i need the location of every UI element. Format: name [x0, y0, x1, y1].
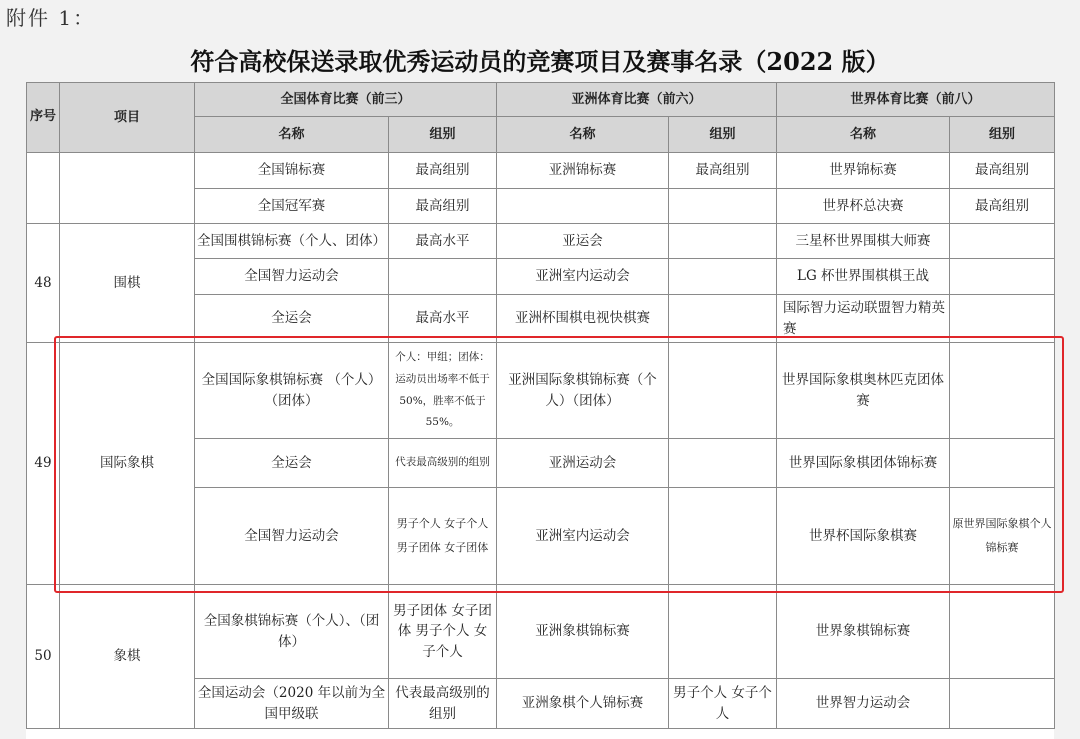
national-group: 男子团体 女子团体 男子个人 女子个人 [389, 585, 497, 679]
sport-cell [60, 153, 195, 224]
header-seq: 序号 [27, 83, 60, 153]
asian-name: 亚洲锦标赛 [497, 153, 669, 189]
world-name: 国际智力运动联盟智力精英赛 [777, 295, 950, 343]
world-name: 世界杯总决赛 [777, 189, 950, 224]
asian-group [669, 224, 777, 259]
world-group [950, 585, 1055, 679]
asian-name [497, 189, 669, 224]
world-group [950, 439, 1055, 488]
asian-name: 亚洲象棋个人锦标赛 [497, 679, 669, 729]
header-national: 全国体育比赛（前三） [195, 83, 497, 117]
world-name: 世界象棋锦标赛 [777, 585, 950, 679]
world-group [950, 679, 1055, 729]
national-name: 全运会 [195, 295, 389, 343]
subheader-national-group: 组别 [389, 117, 497, 153]
world-group [950, 343, 1055, 439]
asian-group [669, 189, 777, 224]
header-sport: 项目 [60, 83, 195, 153]
national-group: 最高水平 [389, 224, 497, 259]
header-asian: 亚洲体育比赛（前六） [497, 83, 777, 117]
subheader-world-name: 名称 [777, 117, 950, 153]
attachment-label: 附件 1： [6, 6, 96, 30]
national-group: 男子个人 女子个人 男子团体 女子团体 [389, 488, 497, 585]
subheader-asian-group: 组别 [669, 117, 777, 153]
seq-cell: 50 [27, 585, 60, 729]
world-name: 世界杯国际象棋赛 [777, 488, 950, 585]
asian-name: 亚洲国际象棋锦标赛（个人）（团体） [497, 343, 669, 439]
national-name: 全国锦标赛 [195, 153, 389, 189]
subheader-world-group: 组别 [950, 117, 1055, 153]
national-name: 全国国际象棋锦标赛 （个人）（团体） [195, 343, 389, 439]
asian-group [669, 343, 777, 439]
competition-table [26, 82, 1055, 729]
seq-cell: 49 [27, 343, 60, 585]
world-name: 世界国际象棋团体锦标赛 [777, 439, 950, 488]
national-group: 代表最高级别的组别 [389, 439, 497, 488]
national-name: 全国智力运动会 [195, 259, 389, 295]
asian-group [669, 295, 777, 343]
national-group: 最高组别 [389, 189, 497, 224]
national-group [389, 259, 497, 295]
world-name: 世界智力运动会 [777, 679, 950, 729]
subheader-national-name: 名称 [195, 117, 389, 153]
sport-cell: 围棋 [60, 224, 195, 343]
world-group [950, 259, 1055, 295]
world-group [950, 224, 1055, 259]
national-group: 最高组别 [389, 153, 497, 189]
document-title: 符合高校保送录取优秀运动员的竞赛项目及赛事名录（2022 版） [190, 47, 890, 76]
world-name: 三星杯世界围棋大师赛 [777, 224, 950, 259]
table-row [27, 224, 1055, 259]
national-name: 全国冠军赛 [195, 189, 389, 224]
national-group: 代表最高级别的组别 [389, 679, 497, 729]
asian-group: 最高组别 [669, 153, 777, 189]
sport-cell: 国际象棋 [60, 343, 195, 585]
asian-name: 亚洲室内运动会 [497, 259, 669, 295]
subheader-asian-name: 名称 [497, 117, 669, 153]
asian-name: 亚运会 [497, 224, 669, 259]
national-name: 全国象棋锦标赛（个人）、（团体） [195, 585, 389, 679]
national-name: 全国运动会（2020 年以前为全国甲级联 [195, 679, 389, 729]
table-row [27, 585, 1055, 679]
national-group: 个人：甲组；团体：运动员出场率不低于 50%，胜率不低于 55%。 [389, 343, 497, 439]
national-group: 最高水平 [389, 295, 497, 343]
asian-group [669, 439, 777, 488]
asian-group: 男子个人 女子个人 [669, 679, 777, 729]
asian-name: 亚洲杯围棋电视快棋赛 [497, 295, 669, 343]
world-group: 最高组别 [950, 153, 1055, 189]
world-group: 最高组别 [950, 189, 1055, 224]
world-group [950, 295, 1055, 343]
header-world: 世界体育比赛（前八） [777, 83, 1055, 117]
world-name: 世界国际象棋奥林匹克团体赛 [777, 343, 950, 439]
asian-name: 亚洲象棋锦标赛 [497, 585, 669, 679]
national-name: 全运会 [195, 439, 389, 488]
asian-name: 亚洲运动会 [497, 439, 669, 488]
table-row [27, 343, 1055, 439]
asian-name: 亚洲室内运动会 [497, 488, 669, 585]
table-row [27, 153, 1055, 189]
asian-group [669, 259, 777, 295]
world-group: 原世界国际象棋个人锦标赛 [950, 488, 1055, 585]
world-name: 世界锦标赛 [777, 153, 950, 189]
seq-cell [27, 153, 60, 224]
national-name: 全国围棋锦标赛（个人、团体） [195, 224, 389, 259]
seq-cell: 48 [27, 224, 60, 343]
asian-group [669, 585, 777, 679]
header-row [27, 83, 1055, 117]
sport-cell: 象棋 [60, 585, 195, 729]
asian-group [669, 488, 777, 585]
world-name: LG 杯世界围棋棋王战 [777, 259, 950, 295]
national-name: 全国智力运动会 [195, 488, 389, 585]
